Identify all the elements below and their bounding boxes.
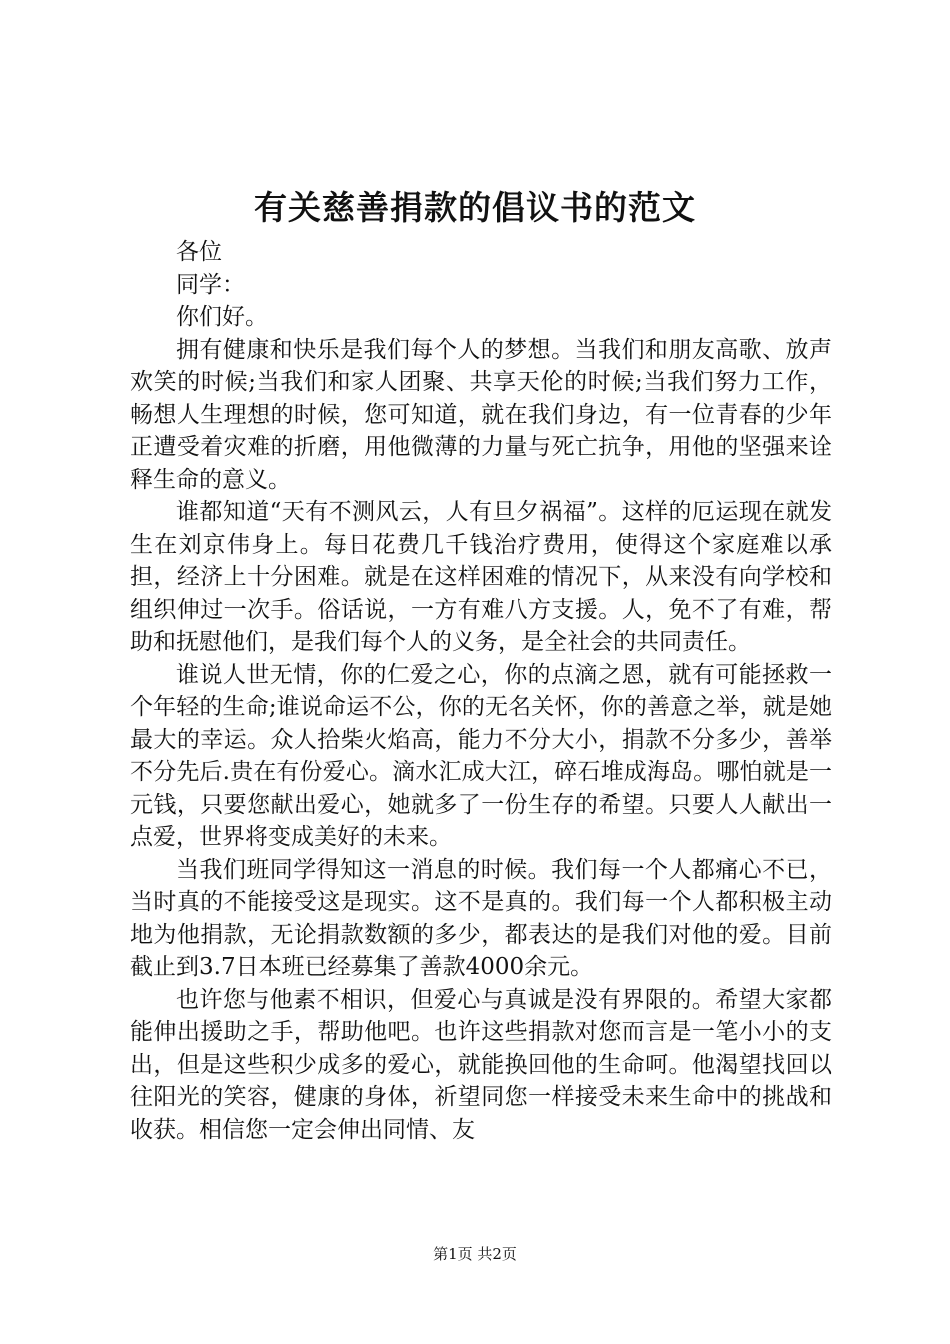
paragraph-salutation-2: 同学： bbox=[176, 271, 245, 298]
document-title: 有关慈善捐款的倡议书的范文 bbox=[254, 188, 696, 227]
document-body bbox=[130, 236, 832, 1146]
paragraph-kindness: 谁说人世无情，你的仁爱之心，你的点滴之恩，就有可能拯救一个年轻的生命;谁说命运不公，你的无名关怀，你的善意之举，就是她最大的幸运。众人拾柴火焰高，能力不分大小，捐款不分多少，善举不分先后.贵在有份爱心。滴水汇成大江，碎石堆成海岛。哪怕就是一元钱，只要您献出爱心，她就多了一份生存的希望。只要人人献出一点爱，世界将变成美好的未来。 bbox=[130, 661, 832, 850]
paragraph-class-donation: 当我们班同学得知这一消息的时候。我们每一个人都痛心不已，当时真的不能接受这是现实。这不是真的。我们每一个人都积极主动地为他捐款，无论捐款数额的多少，都表达的是我们对他的爱。目前截止到3.7日本班已经募集了善款4000余元。 bbox=[130, 856, 832, 980]
paragraph-misfortune: 谁都知道“天有不测风云，人有旦夕祸福”。这样的厄运现在就发生在刘京伟身上。每日花费几千钱治疗费用，使得这个家庭难以承担，经济上十分困难。就是在这样困难的情况下，从来没有向学校和组织伸过一次手。俗话说，一方有难八方支援。人，免不了有难，帮助和抚慰他们，是我们每个人的义务，是全社会的共同责任。 bbox=[130, 499, 832, 655]
page-number-footer: 第1页 共2页 bbox=[433, 1245, 517, 1263]
paragraph-dream: 拥有健康和快乐是我们每个人的梦想。当我们和朋友高歌、放声欢笑的时候;当我们和家人团聚、共享天伦的时候;当我们努力工作，畅想人生理想的时候，您可知道，就在我们身边，有一位青春的少年正遭受着灾难的折磨，用他微薄的力量与死亡抗争，用他的坚强来诠释生命的意义。 bbox=[130, 336, 832, 493]
paragraph-salutation-1: 各位 bbox=[176, 239, 222, 265]
paragraph-greeting: 你们好。 bbox=[176, 304, 268, 330]
paragraph-appeal: 也许您与他素不相识，但爱心与真诚是没有界限的。希望大家都能伸出援助之手，帮助他吧。也许这些捐款对您而言是一笔小小的支出，但是这些积少成多的爱心，就能换回他的生命呵。他渴望找回以往阳光的笑容，健康的身体，祈望同您一样接受未来生命中的挑战和收获。相信您一定会伸出同情、友 bbox=[130, 986, 832, 1143]
